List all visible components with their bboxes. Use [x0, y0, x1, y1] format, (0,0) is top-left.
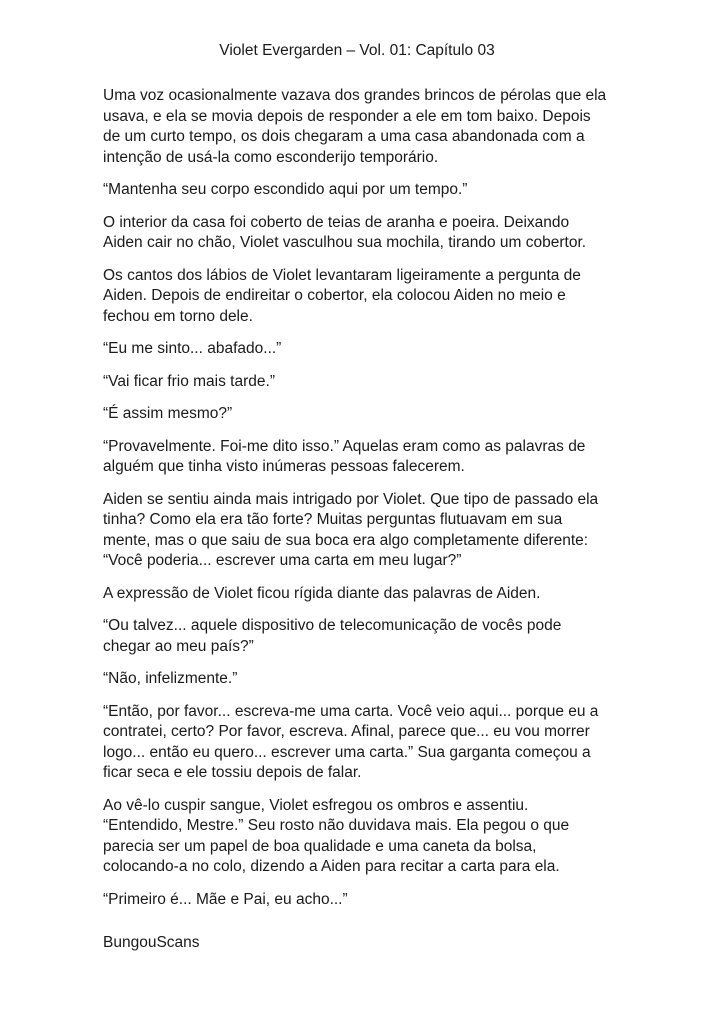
- paragraph: Os cantos dos lábios de Violet levantaram ligeiramente a pergunta de Aiden. Depois de endireitar o cobertor, ela colocou Aiden no meio e fechou em torno dele.: [103, 266, 581, 325]
- paragraph: “Não, infelizmente.”: [103, 670, 238, 687]
- page-title: Violet Evergarden – Vol. 01: Capítulo 03: [219, 42, 495, 59]
- paragraph: “Eu me sinto... abafado...”: [103, 340, 282, 357]
- paragraph: “Provavelmente. Foi-me dito isso.” Aquelas eram como as palavras de alguém que tinha visto inúmeras pessoas falecerem.: [103, 437, 586, 475]
- paragraph: “Vai ficar frio mais tarde.”: [103, 372, 275, 390]
- paragraph: “Então, por favor... escreva-me uma carta. Você veio aqui... porque eu a contratei, certo? Por favor, escreva. Afinal, parece que... eu vou morrer logo... então eu quero... escrever uma carta.” Sua garganta começou a ficar seca e ele tossiu depois de falar.: [103, 702, 599, 781]
- paragraph: “É assim mesmo?”: [103, 405, 233, 422]
- paragraph: Ao vê-lo cuspir sangue, Violet esfregou os ombros e assentiu. “Entendido, Mestre.” Seu rosto não duvidava mais. Ela pegou o que parecia ser um papel de boa qualidade e uma caneta da bolsa, colocando-a no colo, dizendo a Aiden para recitar a carta para ela.: [103, 796, 570, 875]
- chapter-body: [103, 86, 621, 922]
- footer-credit: BungouScans: [103, 934, 200, 951]
- paragraph: “Ou talvez... aquele dispositivo de telecomunicação de vocês pode chegar ao meu país?”: [103, 617, 562, 655]
- paragraph: A expressão de Violet ficou rígida diante das palavras de Aiden.: [103, 584, 541, 602]
- paragraph: Aiden se sentiu ainda mais intrigado por Violet. Que tipo de passado ela tinha? Como ela era tão forte? Muitas perguntas flutuavam em sua mente, mas o que saiu de sua boca era algo completamente diferente: “Você poderia... escrever uma carta em meu lugar?”: [103, 490, 599, 569]
- paragraph: O interior da casa foi coberto de teias de aranha e poeira. Deixando Aiden cair no chão, Violet vasculhou sua mochila, tirando um cobertor.: [103, 213, 587, 251]
- paragraph: Uma voz ocasionalmente vazava dos grandes brincos de pérolas que ela usava, e ela se movia depois de responder a ele em tom baixo. Depois de um curto tempo, os dois chegaram a uma casa abandonada com a intenção de usá-la como esconderijo temporário.: [103, 87, 607, 166]
- paragraph: “Primeiro é... Mãe e Pai, eu acho...”: [103, 890, 348, 908]
- paragraph: “Mantenha seu corpo escondido aqui por um tempo.”: [103, 181, 468, 198]
